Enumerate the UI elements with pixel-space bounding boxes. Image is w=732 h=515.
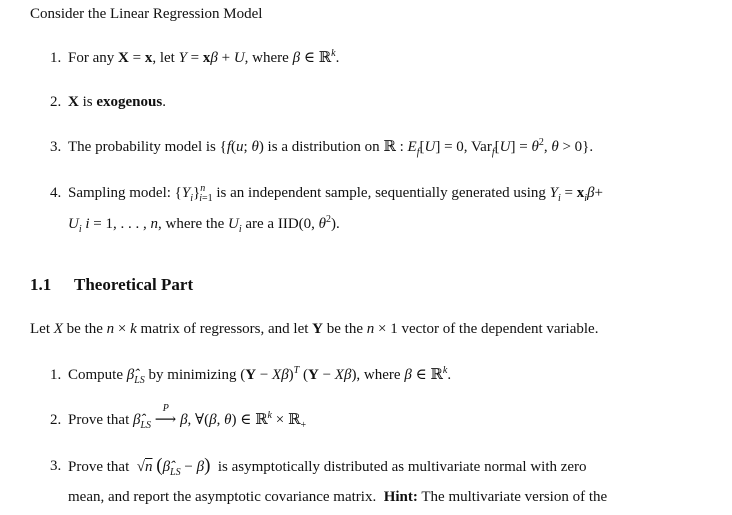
theory-item-3-text-line2: mean, and report the asymptotic covariance matrix. Hint: The multivariate version of the <box>68 489 608 505</box>
section-number: 1.1 <box>30 275 52 294</box>
model-item-1-number: 1. <box>50 50 62 66</box>
model-item-4-text-line1: Sampling model: $\{Y_i\}^n_{i=1}$ is an independent sample, sequentially generated using $Y_i = x_i\beta+$ <box>68 183 603 204</box>
model-item-3-text: The probability model is {f(u; θ) is a distribution on ℝ : $E_f[U] = 0$, $Var_f[U] = \theta^2$, θ > 0}. <box>68 137 594 158</box>
model-item-2-text: X is exogenous. <box>68 94 166 110</box>
model-item-4-number: 4. <box>50 185 62 201</box>
theory-item-2-number: 2. <box>50 412 62 428</box>
theory-item-1-text: Compute $\betâ_{LS}$ by minimizing $(Y - X\beta)^T$ (Y − Xβ), where β ∈ ℝ$^k$. <box>68 365 452 386</box>
model-item-2-number: 2. <box>50 94 62 110</box>
theory-item-1-number: 1. <box>50 367 62 383</box>
model-item-1-text: For any X = x, let Y = xβ + U, where β ∈ ℝ$^k$. <box>68 48 340 66</box>
theory-item-2-text: Prove that $\betâ_{LS}$ P ⟶ β, ∀(β, θ) ∈ ℝ$^k$ × ℝ$_+$ <box>68 403 307 431</box>
theory-item-3-number: 3. <box>50 458 62 474</box>
section-intro-text: Let X be the n × k matrix of regressors, and let Y be the n × 1 vector of the dependent variable. <box>30 321 599 337</box>
model-item-3-number: 3. <box>50 139 62 155</box>
intro-text: Consider the Linear Regression Model <box>30 6 263 22</box>
section-title: Theoretical Part <box>74 275 194 294</box>
model-item-4-text-line2: $U_i$ i = 1, . . . , n, where the $U_i$ are a IID(0, $\theta^2$). <box>68 214 340 235</box>
theory-item-3-text-line1: Prove that √n $(\betâ_{LS} - \beta)$ is asymptotically distributed as multivariate normal with zero <box>68 455 587 478</box>
